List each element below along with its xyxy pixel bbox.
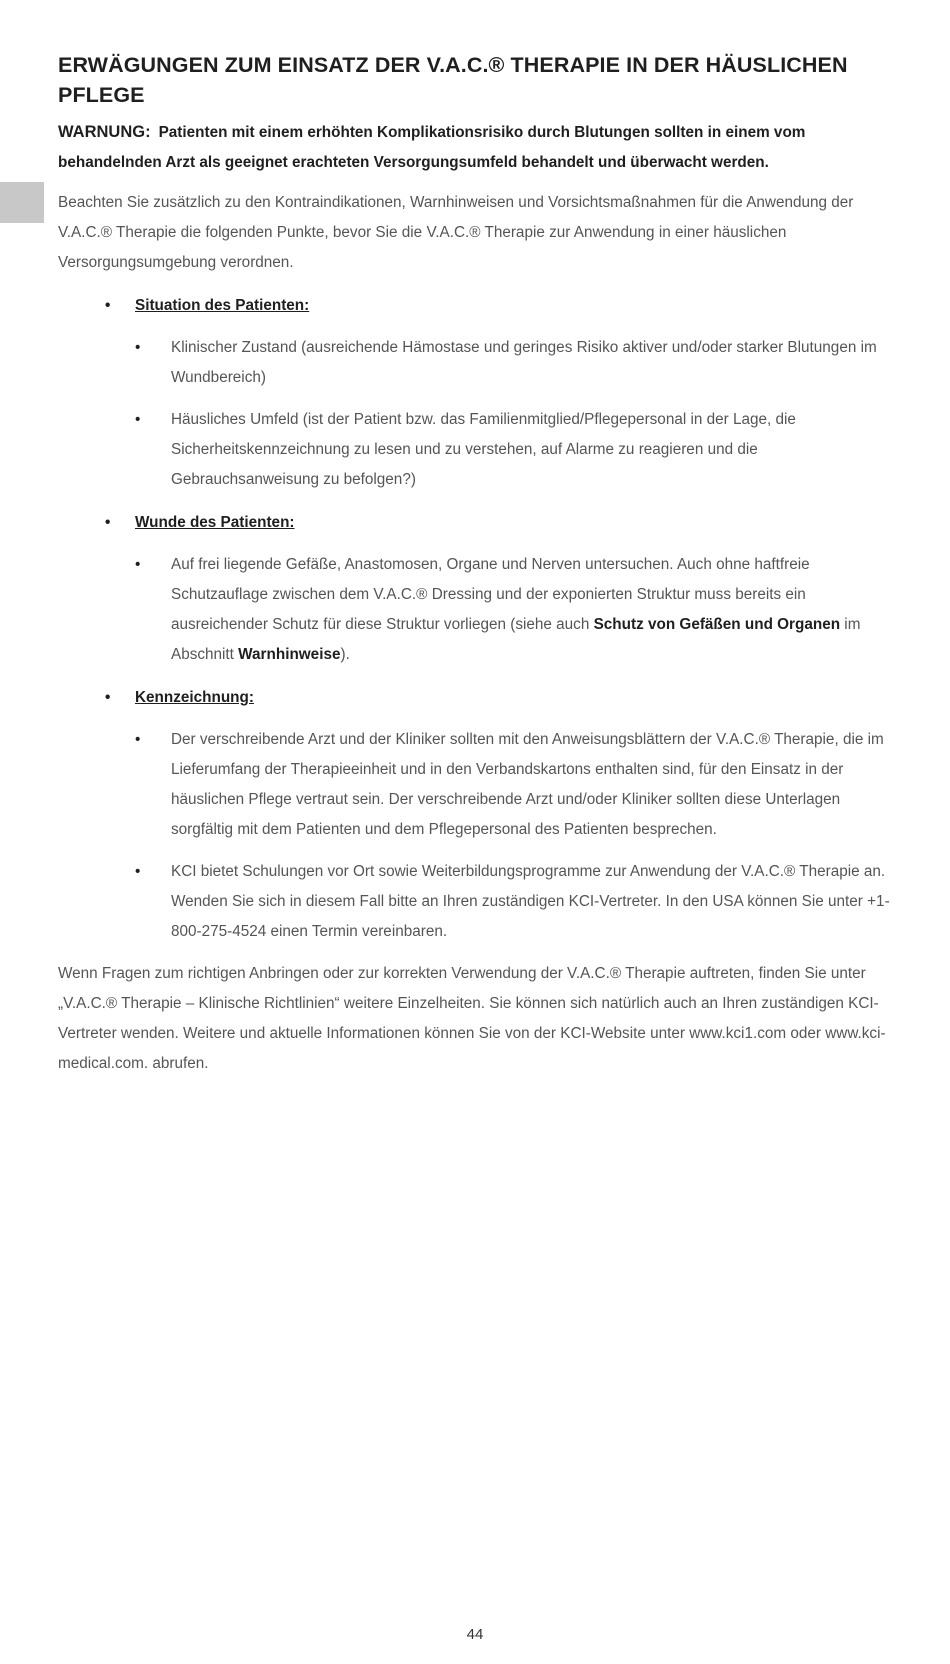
list-item: • Häusliches Umfeld (ist der Patient bzw. das Familienmitglied/Pflegepersonal in der Lage, die Sicherheitskennzeichnung zu lesen und zu verstehen, auf Alarme zu reagieren und die Gebrauchsanweisung zu befolgen?): [171, 405, 903, 495]
bullet-icon: •: [135, 731, 141, 748]
page-title: ERWÄGUNGEN ZUM EINSATZ DER V.A.C.® THERAPIE IN DER HÄUSLICHEN PFLEGE: [58, 53, 848, 107]
page-content: [58, 50, 903, 1079]
chapter-tab-marker: [0, 182, 44, 223]
bullet-icon: •: [105, 297, 111, 314]
bullet-icon: •: [135, 863, 141, 880]
list-item: • Der verschreibende Arzt und der Kliniker sollten mit den Anweisungsblättern der V.A.C.® Therapie, die im Lieferumfang der Therapieeinheit und in den Verbandskartons enthalten sind, für den Einsatz in der häuslichen Pflege vertraut sein. Der verschreibende Arzt und/oder Kliniker sollten diese Unterlagen sorgfältig mit dem Patienten und dem Pflegepersonal des Patienten besprechen.: [171, 725, 903, 845]
page-number: 44: [466, 1626, 484, 1643]
bullet-icon: •: [105, 689, 111, 706]
intro-paragraph: Beachten Sie zusätzlich zu den Kontraindikationen, Warnhinweisen und Vorsichtsmaßnahmen für die Anwendung der V.A.C.® Therapie die folgenden Punkte, bevor Sie die V.A.C.® Therapie zur Anwendung in einer häuslichen Versorgungsumgebung verordnen.: [58, 194, 854, 271]
bullet-icon: •: [105, 514, 111, 531]
bullet-icon: •: [135, 556, 141, 573]
closing-paragraph: Wenn Fragen zum richtigen Anbringen oder zur korrekten Verwendung der V.A.C.® Therapie auftreten, finden Sie unter „V.A.C.® Therapie – Klinische Richtlinien“ weitere Einzelheiten. Sie können sich natürlich auch an Ihren zuständigen KCI-Vertreter wenden. Weitere und aktuelle Informationen können Sie von der KCI-Website unter www.kci1.com oder www.kci-medical.com. abrufen.: [58, 965, 886, 1072]
list-item: • KCI bietet Schulungen vor Ort sowie Weiterbildungsprogramme zur Anwendung der V.A.C.® Therapie an. Wenden Sie sich in diesem Fall bitte an Ihren zuständigen KCI-Vertreter. In den USA können Sie unter +1-800-275-4524 einen Termin vereinbaren.: [171, 857, 903, 947]
section-heading-patient-wound: • Wunde des Patienten:: [135, 508, 903, 538]
warning-block: [58, 117, 903, 178]
bold-reference: Schutz von Gefäßen und Organen: [593, 616, 841, 633]
list-item: • Klinischer Zustand (ausreichende Hämostase und geringes Risiko aktiver und/oder starker Blutungen im Wundbereich): [171, 333, 903, 393]
bullet-icon: •: [135, 411, 141, 428]
list-item: • Auf frei liegende Gefäße, Anastomosen, Organe und Nerven untersuchen. Auch ohne haftfreie Schutzauflage zwischen dem V.A.C.® Dressing und der exponierten Struktur muss bereits ein ausreichender Schutz für diese Struktur vorliegen (siehe auch Schutz von Gefäßen und Organen im Abschnitt Warnhinweise).: [171, 550, 903, 670]
bold-section-reference: Warnhinweise: [238, 646, 341, 663]
warning-label: WARNUNG:: [58, 123, 151, 141]
section-heading-patient-situation: • Situation des Patienten:: [135, 291, 903, 321]
section-heading-labeling: • Kennzeichnung:: [135, 683, 903, 713]
warning-text: Patienten mit einem erhöhten Komplikationsrisiko durch Blutungen sollten in einem vom behandelnden Arzt als geeignet erachteten Versorgungsumfeld behandelt und überwacht werden.: [58, 124, 806, 171]
bullet-icon: •: [135, 339, 141, 356]
